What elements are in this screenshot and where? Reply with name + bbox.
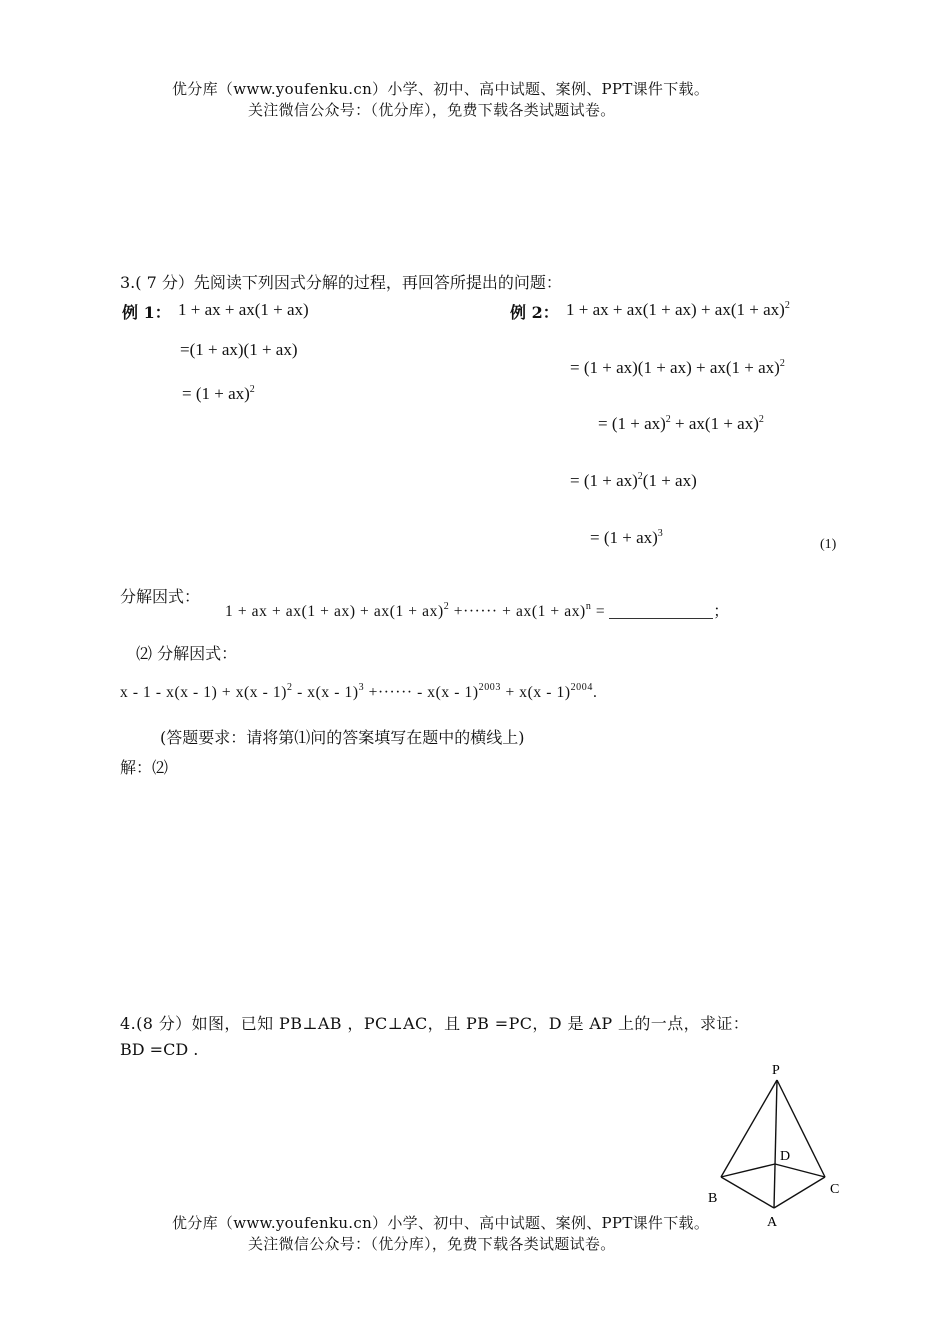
label-B: B: [708, 1191, 718, 1206]
ex2-label: 例 2：: [510, 303, 559, 322]
q4-line2: BD =CD .: [120, 1040, 199, 1059]
answer-label: 解：⑵: [120, 758, 169, 777]
footer-line-2: 关注微信公众号：（优分库），免费下载各类试题试卷。: [248, 1235, 616, 1253]
q4-line1: 4.(8 分）如图，已知 PB⊥AB ，PC⊥AC，且 PB =PC，D 是 AP 上的一点，求证：: [120, 1014, 750, 1033]
header-line-2: 关注微信公众号：（优分库），免费下载各类试题试卷。: [248, 101, 616, 119]
segment-PA: [774, 1080, 777, 1208]
ex2-line4: = (1 + ax)$^2$(1 + ax): [570, 471, 697, 490]
ex2-line1: 1 + ax + ax(1 + ax) + ax(1 + ax)$^2$: [566, 300, 790, 319]
label-P: P: [772, 1063, 780, 1078]
footer-line-1: 优分库（www.youfenku.cn）小学、初中、高中试题、案例、PPT课件下载。: [172, 1214, 710, 1232]
geometry-figure: [700, 1060, 850, 1240]
segment-DC: [775, 1164, 825, 1177]
answer-note: (答题要求：请将第⑴问的答案填写在题中的横线上): [160, 728, 525, 747]
label-A: A: [767, 1215, 778, 1230]
segment-PB: [721, 1080, 777, 1177]
ex2-line2: = (1 + ax)(1 + ax) + ax(1 + ax)$^2$: [570, 358, 785, 377]
ex1-line1: 1 + ax + ax(1 + ax): [178, 300, 309, 319]
ex1-label: 例 1：: [122, 303, 171, 322]
ex2-line5: = (1 + ax)$^3$: [590, 528, 663, 547]
ex1-line2: =(1 + ax)(1 + ax): [180, 340, 298, 359]
part2-expression: x - 1 - x(x - 1) + x(x - 1)$^2$ - x(x - 1)$^3$ +······ - x(x - 1)$^{2003}$ + x(x - 1)$^{2004}$.: [120, 682, 598, 701]
header-line-1: 优分库（www.youfenku.cn）小学、初中、高中试题、案例、PPT课件下载。: [172, 80, 710, 98]
answer-blank[interactable]: [609, 617, 713, 619]
part1-marker: (1): [820, 537, 837, 552]
q3-title: 3.( 7 分）先阅读下列因式分解的过程，再回答所提出的问题：: [120, 273, 562, 292]
segment-CA: [774, 1177, 825, 1208]
part1-expression: 1 + ax + ax(1 + ax) + ax(1 + ax)$^2$ +······ + ax(1 + ax)$^n$ = ；: [225, 601, 730, 620]
ex2-line3: = (1 + ax)$^2$ + ax(1 + ax)$^2$: [598, 414, 764, 433]
part1-label: 分解因式：: [120, 587, 201, 606]
ex1-line3: = (1 + ax)$^2$: [182, 384, 255, 403]
part2-label: ⑵ 分解因式：: [136, 644, 238, 663]
label-D: D: [780, 1149, 791, 1164]
segment-BD: [721, 1164, 775, 1177]
label-C: C: [830, 1182, 840, 1197]
segment-BA: [721, 1177, 774, 1208]
